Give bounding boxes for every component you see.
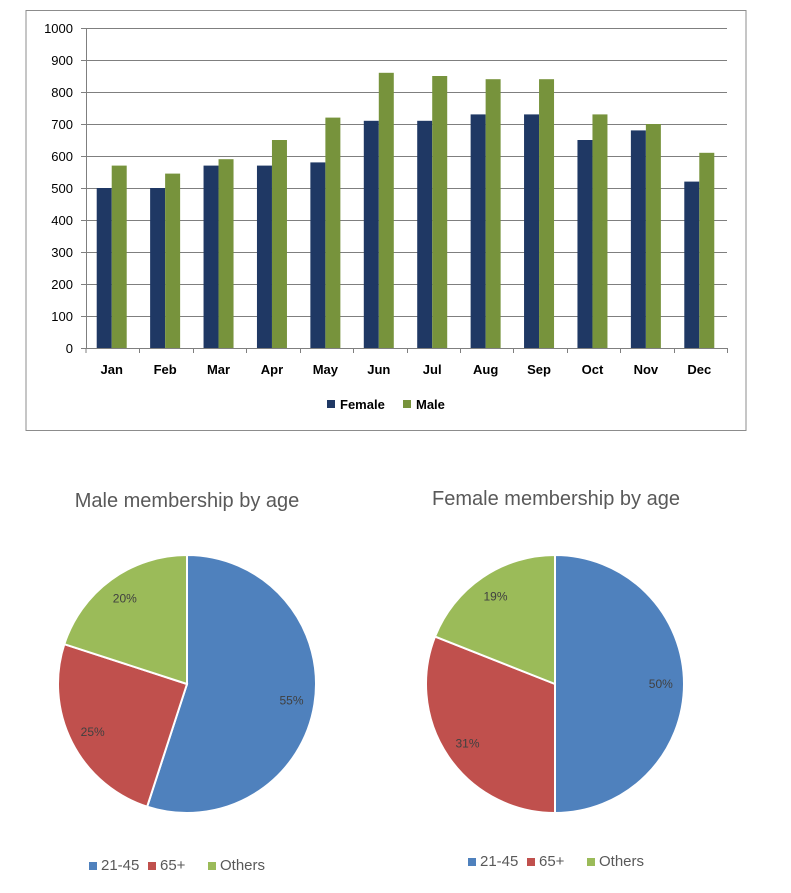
- x-tick-label: Jun: [367, 362, 391, 377]
- y-tick-label: 300: [51, 245, 73, 260]
- y-tick-label: 400: [51, 213, 73, 228]
- bar-female-nov: [631, 130, 646, 348]
- female-slice-label-others: 19%: [483, 589, 508, 604]
- bar-female-jul: [417, 121, 432, 348]
- bar-male-jan: [112, 166, 127, 348]
- bar-male-aug: [486, 79, 501, 348]
- x-tick-label: Dec: [687, 362, 712, 377]
- bar-male-dec: [699, 153, 714, 348]
- female-legend-swatch-65: [527, 858, 535, 866]
- male-slice-label-65: 25%: [80, 725, 105, 739]
- x-tick-label: Mar: [206, 362, 231, 377]
- female-legend-label-65: 65+: [539, 853, 565, 870]
- female-legend-swatch-others: [587, 858, 595, 866]
- bar-male-sep: [539, 79, 554, 348]
- y-tick-label: 200: [51, 277, 73, 292]
- male-pie-slices: [58, 555, 316, 813]
- y-tick-label: 0: [65, 341, 73, 356]
- bar-male-mar: [219, 159, 234, 348]
- bar-male-may: [325, 118, 340, 348]
- female-legend-label-others: Others: [599, 853, 645, 870]
- female-pie-legend: [468, 853, 644, 870]
- male-legend-swatch-21-45: [89, 862, 97, 870]
- bar-male-oct: [592, 114, 607, 348]
- y-tick-label: 800: [51, 85, 73, 100]
- bar-male-jul: [432, 76, 447, 348]
- legend-label-female: Female: [340, 397, 385, 412]
- male-pie-legend: [89, 857, 265, 874]
- male-legend-swatch-others: [208, 862, 216, 870]
- male-legend-label-65: 65+: [160, 857, 186, 874]
- bar-female-oct: [577, 140, 592, 348]
- x-tick-label: Jul: [422, 362, 442, 377]
- female-pie-chart: [426, 488, 684, 870]
- female-legend-label-21-45: 21-45: [480, 853, 519, 870]
- legend-swatch-female: [327, 400, 335, 408]
- male-legend-swatch-65: [148, 862, 156, 870]
- bar-male-nov: [646, 124, 661, 348]
- female-slice-label-21-45: 50%: [648, 677, 673, 691]
- y-tick-label: 100: [51, 309, 73, 324]
- x-tick-label: Feb: [153, 362, 177, 377]
- bar-female-sep: [524, 114, 539, 348]
- male-slice-label-21-45: 55%: [279, 693, 304, 708]
- x-tick-label: Jan: [100, 362, 123, 377]
- bar-female-aug: [471, 114, 486, 348]
- y-tick-label: 700: [51, 117, 73, 132]
- x-tick-label: May: [312, 362, 339, 377]
- bar-female-apr: [257, 166, 272, 348]
- bar-female-jan: [97, 188, 112, 348]
- x-tick-label: Nov: [633, 362, 659, 377]
- bar-female-jun: [364, 121, 379, 348]
- male-slice-label-others: 20%: [112, 591, 137, 606]
- x-tick-label: Aug: [472, 362, 499, 377]
- female-pie-slices: [426, 555, 684, 813]
- male-pie-chart: [58, 490, 316, 874]
- x-tick-label: Apr: [260, 362, 284, 377]
- bar-male-feb: [165, 174, 180, 348]
- y-tick-label: 500: [51, 181, 73, 196]
- membership-bar-chart: [26, 11, 746, 431]
- bar-female-may: [310, 162, 325, 348]
- legend-label-male: Male: [416, 397, 445, 412]
- bar-female-mar: [204, 166, 219, 348]
- bar-female-feb: [150, 188, 165, 348]
- female-legend-swatch-21-45: [468, 858, 476, 866]
- male-pie-title: Male membership by age: [74, 490, 300, 512]
- male-legend-label-21-45: 21-45: [101, 857, 140, 874]
- y-tick-label: 900: [51, 53, 73, 68]
- male-legend-label-others: Others: [220, 857, 266, 874]
- bar-male-jun: [379, 73, 394, 348]
- female-slice-label-65: 31%: [455, 736, 480, 751]
- bar-male-apr: [272, 140, 287, 348]
- female-pie-title: Female membership by age: [432, 488, 680, 510]
- bar-female-dec: [684, 182, 699, 348]
- legend-swatch-male: [403, 400, 411, 408]
- x-tick-label: Sep: [527, 362, 551, 377]
- y-tick-label: 1000: [44, 21, 73, 36]
- y-tick-label: 600: [51, 149, 73, 164]
- x-tick-label: Oct: [581, 362, 604, 377]
